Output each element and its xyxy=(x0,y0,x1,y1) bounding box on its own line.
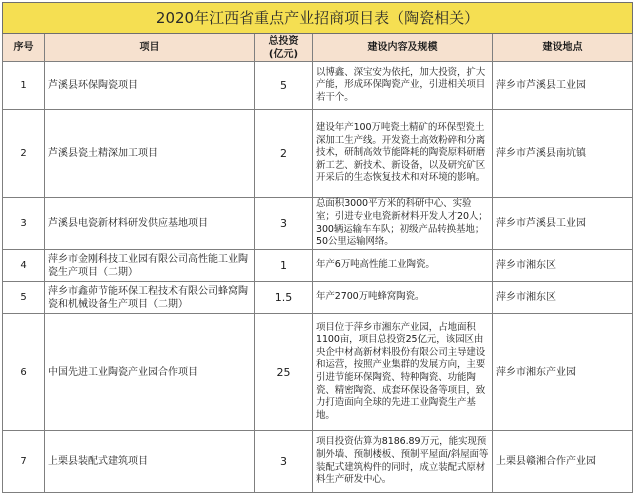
table-title: 2020年江西省重点产业招商项目表（陶瓷相关） xyxy=(3,3,633,34)
row-investment: 1 xyxy=(255,250,313,282)
header-no: 序号 xyxy=(3,34,45,62)
row-investment: 5 xyxy=(255,62,313,110)
row-location: 萍乡市湘东产业园 xyxy=(493,314,633,431)
table-row xyxy=(3,282,633,314)
row-project: 芦溪县瓷土精深加工项目 xyxy=(45,110,255,198)
table-row xyxy=(3,110,633,198)
row-no: 6 xyxy=(3,314,45,431)
table-row xyxy=(3,314,633,431)
row-location: 萍乡市芦溪县南坑镇 xyxy=(493,110,633,198)
row-project: 萍乡市金刚科技工业园有限公司高性能工业陶瓷生产项目（二期） xyxy=(45,250,255,282)
row-content: 项目投资估算为8186.89万元，能实现预制外墙、预制楼板、预制平屋面/斜屋面等装配式建筑构件的同时，成立装配式原材料生产研发中心。 xyxy=(313,431,493,493)
row-location: 萍乡市芦溪县工业园 xyxy=(493,62,633,110)
row-content: 建设年产100万吨瓷土精矿的环保型瓷土深加工生产线。开发瓷土高效粉碎和分离技术，研制高效节能降耗的陶瓷原料研磨新工艺、新技术、新设备，以及研究矿区开采后的生态恢复技术和对环境的影响。 xyxy=(313,110,493,198)
table-row xyxy=(3,62,633,110)
row-location: 萍乡市芦溪县工业园 xyxy=(493,198,633,250)
row-project: 中国先进工业陶瓷产业园合作项目 xyxy=(45,314,255,431)
row-content: 年产6万吨高性能工业陶瓷。 xyxy=(313,250,493,282)
header-project: 项目 xyxy=(45,34,255,62)
row-project: 上栗县装配式建筑项目 xyxy=(45,431,255,493)
row-content: 以博鑫、深宝安为依托，加大投资，扩大产能，形成环保陶瓷产业，引进相关项目若干个。 xyxy=(313,62,493,110)
row-investment: 1.5 xyxy=(255,282,313,314)
row-no: 2 xyxy=(3,110,45,198)
project-table-sheet xyxy=(2,2,632,493)
row-location: 上栗县赣湘合作产业园 xyxy=(493,431,633,493)
header-location: 建设地点 xyxy=(493,34,633,62)
row-content: 年产2700万吨蜂窝陶瓷。 xyxy=(313,282,493,314)
row-investment: 3 xyxy=(255,431,313,493)
row-location: 萍乡市湘东区 xyxy=(493,282,633,314)
row-project: 萍乡市鑫茆节能环保工程技术有限公司蜂窝陶瓷和机械设备生产项目（二期） xyxy=(45,282,255,314)
project-table xyxy=(2,2,633,493)
row-content: 总面积3000平方米的科研中心、实验室；引进专业电瓷新材料开发人才20人；300辆运输车车队；初级产品转换基地；50公里运输网络。 xyxy=(313,198,493,250)
header-content: 建设内容及规模 xyxy=(313,34,493,62)
row-no: 3 xyxy=(3,198,45,250)
header-investment-line2: (亿元) xyxy=(268,48,299,60)
header-investment xyxy=(255,34,313,62)
row-project: 芦溪县环保陶瓷项目 xyxy=(45,62,255,110)
row-location: 萍乡市湘东区 xyxy=(493,250,633,282)
row-no: 5 xyxy=(3,282,45,314)
table-row xyxy=(3,198,633,250)
row-investment: 25 xyxy=(255,314,313,431)
row-investment: 3 xyxy=(255,198,313,250)
row-project: 芦溪县电瓷新材料研发供应基地项目 xyxy=(45,198,255,250)
row-investment: 2 xyxy=(255,110,313,198)
row-no: 4 xyxy=(3,250,45,282)
table-row xyxy=(3,431,633,493)
row-no: 7 xyxy=(3,431,45,493)
header-investment-line1: 总投资 xyxy=(268,35,299,47)
row-content: 项目位于萍乡市湘东产业园，占地面积1100亩，项目总投资25亿元，该园区由央企中材高新材料股份有限公司主导建设和运营，按照产业集群的发展方向，主要引进节能环保陶瓷、特种陶瓷、功能陶瓷、精密陶瓷、成套环保设备等项目，致力打造面向全球的先进工业陶瓷生产基地。 xyxy=(313,314,493,431)
row-no: 1 xyxy=(3,62,45,110)
table-row xyxy=(3,250,633,282)
header-row xyxy=(3,34,633,62)
